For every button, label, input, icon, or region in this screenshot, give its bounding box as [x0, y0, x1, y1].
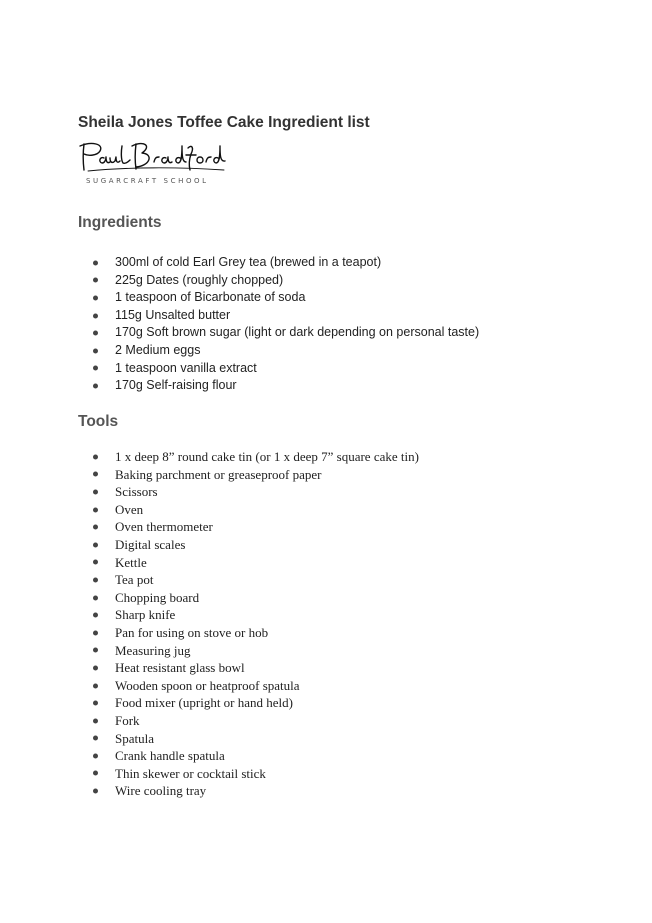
tool-item: Spatula: [93, 730, 419, 748]
ingredient-item: 225g Dates (roughly chopped): [93, 272, 479, 290]
tools-heading: Tools: [78, 413, 119, 430]
tool-item: Thin skewer or cocktail stick: [93, 765, 419, 783]
ingredients-heading: Ingredients: [78, 214, 162, 231]
tool-item: Fork: [93, 712, 419, 730]
tool-item: Chopping board: [93, 589, 419, 607]
tool-item: Scissors: [93, 483, 419, 501]
ingredient-item: 300ml of cold Earl Grey tea (brewed in a teapot): [93, 254, 479, 272]
tool-item: Wire cooling tray: [93, 782, 419, 800]
ingredient-item: 170g Soft brown sugar (light or dark depending on personal taste): [93, 324, 479, 342]
tools-list: [93, 448, 419, 800]
tool-item: Oven thermometer: [93, 518, 419, 536]
signature-logo-graphic: [78, 140, 228, 176]
tool-item: Wooden spoon or heatproof spatula: [93, 677, 419, 695]
ingredient-item: 1 teaspoon of Bicarbonate of soda: [93, 289, 479, 307]
tool-item: Heat resistant glass bowl: [93, 659, 419, 677]
tool-item: Digital scales: [93, 536, 419, 554]
tool-item: Pan for using on stove or hob: [93, 624, 419, 642]
ingredient-item: 115g Unsalted butter: [93, 307, 479, 325]
paul-bradford-logo: [78, 140, 228, 190]
tool-item: Sharp knife: [93, 606, 419, 624]
logo-subtitle: SUGARCRAFT SCHOOL: [86, 177, 209, 185]
tool-item: Baking parchment or greaseproof paper: [93, 466, 419, 484]
ingredient-item: 2 Medium eggs: [93, 342, 479, 360]
tool-item: Oven: [93, 501, 419, 519]
ingredients-list: [93, 254, 479, 395]
ingredient-item: 1 teaspoon vanilla extract: [93, 360, 479, 378]
tool-item: Food mixer (upright or hand held): [93, 694, 419, 712]
ingredient-item: 170g Self-raising flour: [93, 377, 479, 395]
tool-item: 1 x deep 8” round cake tin (or 1 x deep 7” square cake tin): [93, 448, 419, 466]
tool-item: Crank handle spatula: [93, 747, 419, 765]
tool-item: Measuring jug: [93, 642, 419, 660]
tool-item: Tea pot: [93, 571, 419, 589]
page-title: Sheila Jones Toffee Cake Ingredient list: [78, 114, 370, 131]
tool-item: Kettle: [93, 554, 419, 572]
